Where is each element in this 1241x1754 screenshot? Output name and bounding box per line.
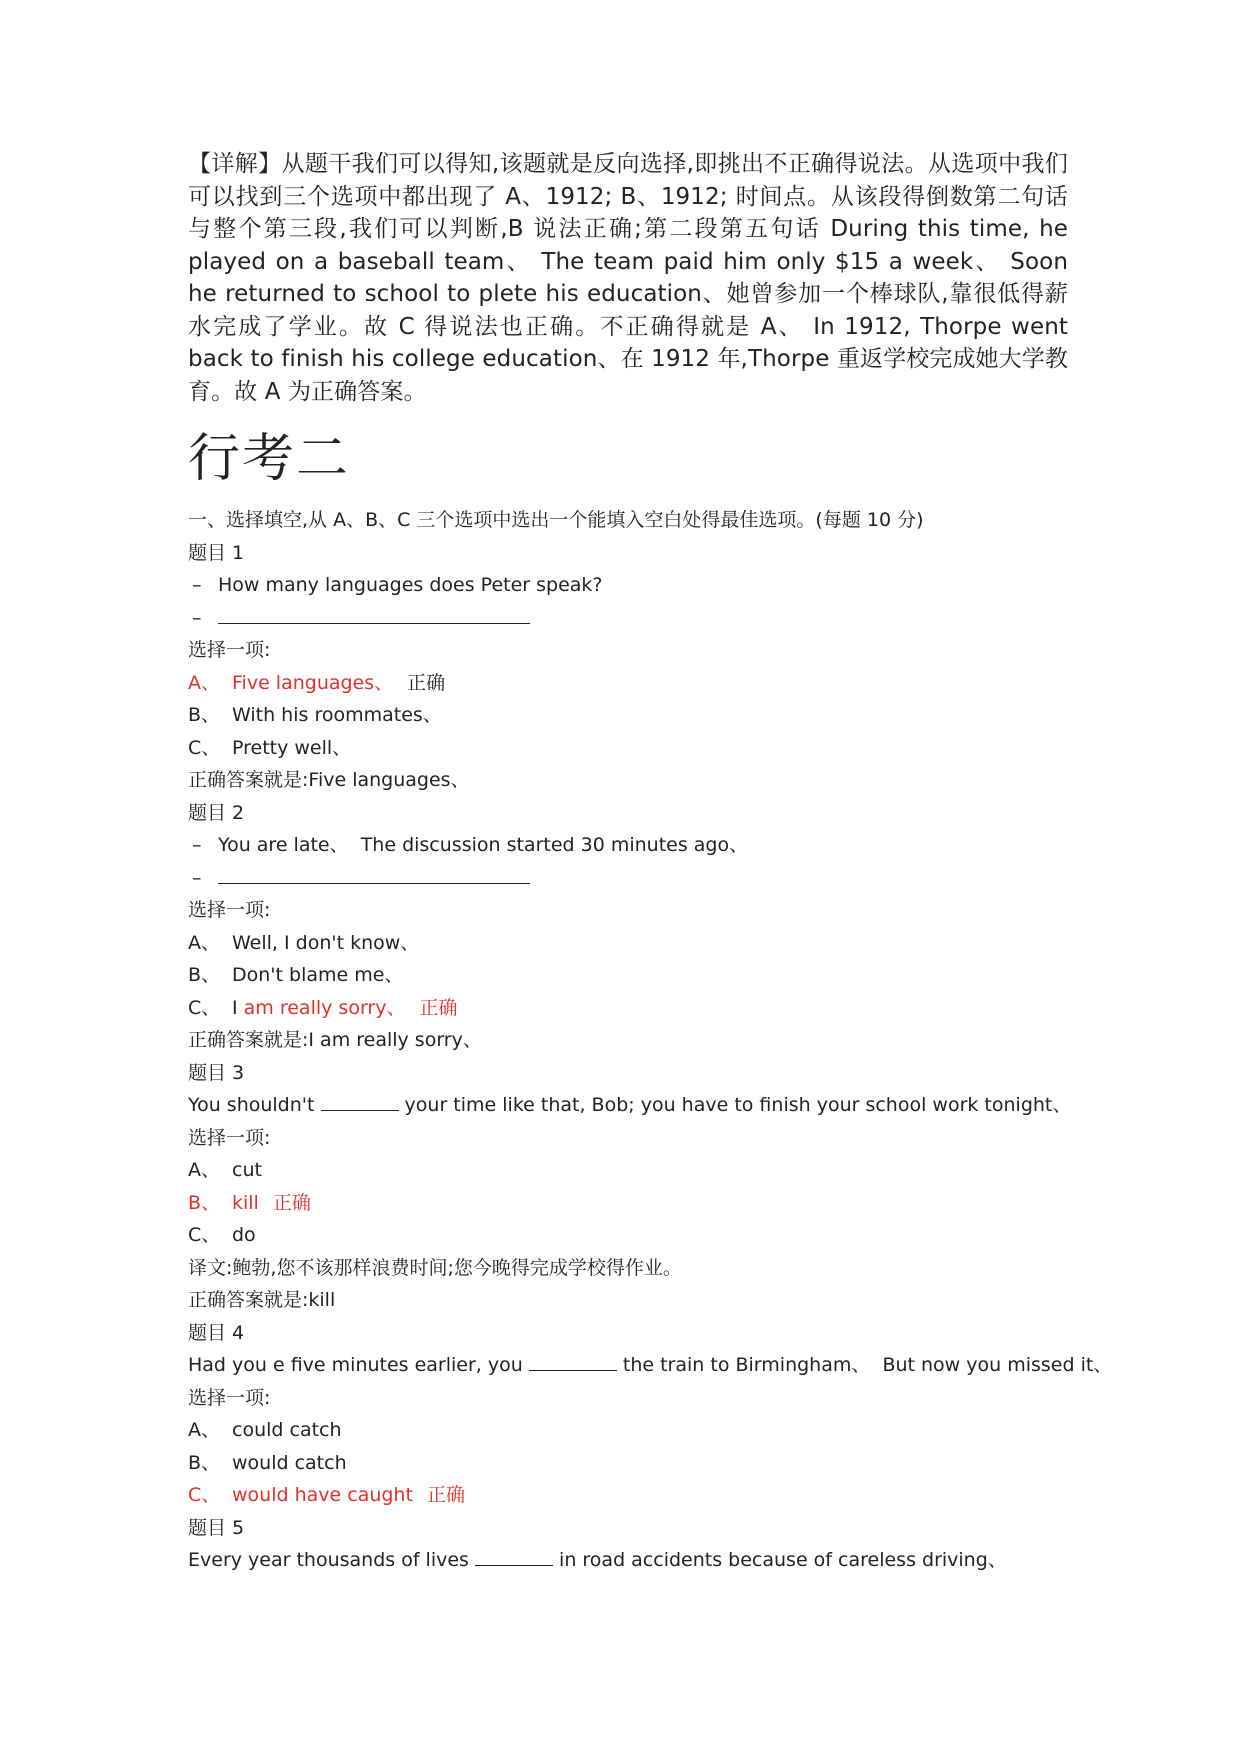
option-text: do bbox=[232, 1224, 256, 1246]
question-2-option-b[interactable] bbox=[188, 959, 1068, 992]
question-4-option-b[interactable] bbox=[188, 1447, 1068, 1480]
option-text: Five languages、 bbox=[232, 671, 394, 694]
explanation-paragraph: 【详解】从题干我们可以得知,该题就是反向选择,即挑出不正确得说法。从选项中我们可以找到三个选项中都出现了 A、1912; B、1912; 时间点。从该段得倒数第二句话与整个第三段,我们可以判断,B 说法正确;第二段第五句话 During this time, he played on a baseball team、 The team paid him only $15 a week、 Soon he returned to school to plete his education、她曾参加一个棒球队,靠很低得薪水完成了学业。故 C 得说法也正确。不正确得就是 A、 In 1912, Thorpe went back to finish his college education、在 1912 年,Thorpe 重返学校完成她大学教育。故 A 为正确答案。 bbox=[188, 151, 1068, 405]
option-letter: A、 bbox=[188, 1419, 220, 1441]
question-4-option-c[interactable] bbox=[188, 1479, 1068, 1512]
section-instructions: 一、选择填空,从 A、B、C 三个选项中选出一个能填入空白处得最佳选项。(每题 10 分) bbox=[188, 509, 924, 531]
question-4-option-a[interactable] bbox=[188, 1414, 1068, 1447]
question-1-option-c[interactable] bbox=[188, 732, 1068, 765]
option-text: Don't blame me、 bbox=[232, 964, 404, 986]
document-page bbox=[188, 148, 1113, 1577]
question-1-answer: 正确答案就是:Five languages、 bbox=[188, 769, 470, 791]
question-3-option-a[interactable] bbox=[188, 1154, 1068, 1187]
dash: – bbox=[192, 834, 202, 856]
dash: – bbox=[192, 606, 202, 629]
stem-start: Had you e five minutes earlier, you bbox=[188, 1354, 523, 1376]
question-3-option-b[interactable] bbox=[188, 1187, 1068, 1220]
option-letter: B、 bbox=[188, 1191, 221, 1214]
answer-blank bbox=[218, 865, 530, 884]
question-4-title: 题目 4 bbox=[188, 1321, 245, 1344]
correct-tag: 正确 bbox=[272, 1191, 311, 1214]
answer-blank bbox=[529, 1352, 617, 1371]
option-letter: A、 bbox=[188, 1159, 220, 1181]
choose-one-label: 选择一项: bbox=[188, 899, 271, 921]
choose-one-label: 选择一项: bbox=[188, 639, 271, 661]
option-text: With his roommates、 bbox=[232, 704, 442, 726]
dash: – bbox=[192, 574, 202, 596]
question-2-dialog-line-2 bbox=[188, 862, 1068, 895]
choose-one-label: 选择一项: bbox=[188, 1126, 271, 1149]
question-1-prompt: How many languages does Peter speak? bbox=[218, 574, 603, 596]
option-text-start: I bbox=[232, 996, 238, 1019]
question-2-answer: 正确答案就是:I am really sorry、 bbox=[188, 1029, 482, 1051]
question-1-option-b[interactable] bbox=[188, 699, 1068, 732]
option-text: could catch bbox=[232, 1419, 342, 1441]
option-text: am really sorry、 bbox=[243, 996, 406, 1019]
option-letter: A、 bbox=[188, 931, 220, 954]
question-2-prompt: You are late、 The discussion started 30 minutes ago、 bbox=[218, 834, 749, 856]
answer-blank bbox=[218, 605, 530, 624]
option-text: Well, I don't know、 bbox=[232, 931, 420, 954]
answer-blank bbox=[475, 1547, 553, 1566]
question-5-title: 题目 5 bbox=[188, 1516, 245, 1539]
option-letter: B、 bbox=[188, 964, 221, 986]
option-letter: B、 bbox=[188, 704, 221, 726]
question-3-answer: 正确答案就是:kill bbox=[188, 1289, 336, 1311]
question-2-option-a[interactable] bbox=[188, 927, 1068, 960]
option-text: Pretty well、 bbox=[232, 736, 352, 759]
question-2-dialog-line-1 bbox=[188, 829, 1068, 862]
question-2-option-c[interactable] bbox=[188, 992, 1068, 1025]
correct-tag: 正确 bbox=[426, 1484, 465, 1506]
choose-one-label: 选择一项: bbox=[188, 1386, 271, 1409]
option-text: would catch bbox=[232, 1451, 347, 1474]
option-text: cut bbox=[232, 1159, 262, 1181]
question-5-stem bbox=[188, 1544, 1068, 1577]
dash: – bbox=[192, 866, 202, 889]
correct-tag: 正确 bbox=[407, 671, 446, 694]
option-letter: C、 bbox=[188, 996, 221, 1019]
question-1-dialog-line-2 bbox=[188, 602, 1068, 635]
question-4-stem bbox=[188, 1349, 1113, 1382]
section-heading: 行考二 bbox=[188, 429, 351, 489]
correct-tag: 正确 bbox=[419, 996, 458, 1019]
option-text: would have caught bbox=[232, 1484, 413, 1506]
option-letter: C、 bbox=[188, 1224, 221, 1246]
question-3-option-c[interactable] bbox=[188, 1219, 1068, 1252]
option-letter: C、 bbox=[188, 736, 221, 759]
stem-end: the train to Birmingham、 But now you missed it、 bbox=[622, 1354, 1113, 1376]
option-letter: C、 bbox=[188, 1484, 221, 1506]
option-letter: A、 bbox=[188, 671, 220, 694]
stem-start: You shouldn't bbox=[188, 1094, 315, 1116]
question-1-dialog-line-1 bbox=[188, 569, 1068, 602]
question-3-stem bbox=[188, 1089, 1072, 1122]
option-letter: B、 bbox=[188, 1451, 221, 1474]
stem-end: your time like that, Bob; you have to finish your school work tonight、 bbox=[404, 1094, 1072, 1116]
stem-end: in road accidents because of careless driving、 bbox=[559, 1549, 1007, 1571]
question-3-title: 题目 3 bbox=[188, 1061, 245, 1084]
question-2-title: 题目 2 bbox=[188, 801, 245, 824]
question-1-option-a[interactable] bbox=[188, 667, 1068, 700]
stem-start: Every year thousands of lives bbox=[188, 1549, 469, 1571]
option-text: kill bbox=[232, 1191, 259, 1214]
question-3-translation: 译文:鲍勃,您不该那样浪费时间;您今晚得完成学校得作业。 bbox=[188, 1256, 682, 1279]
answer-blank bbox=[321, 1092, 399, 1111]
question-1-title: 题目 1 bbox=[188, 541, 245, 564]
